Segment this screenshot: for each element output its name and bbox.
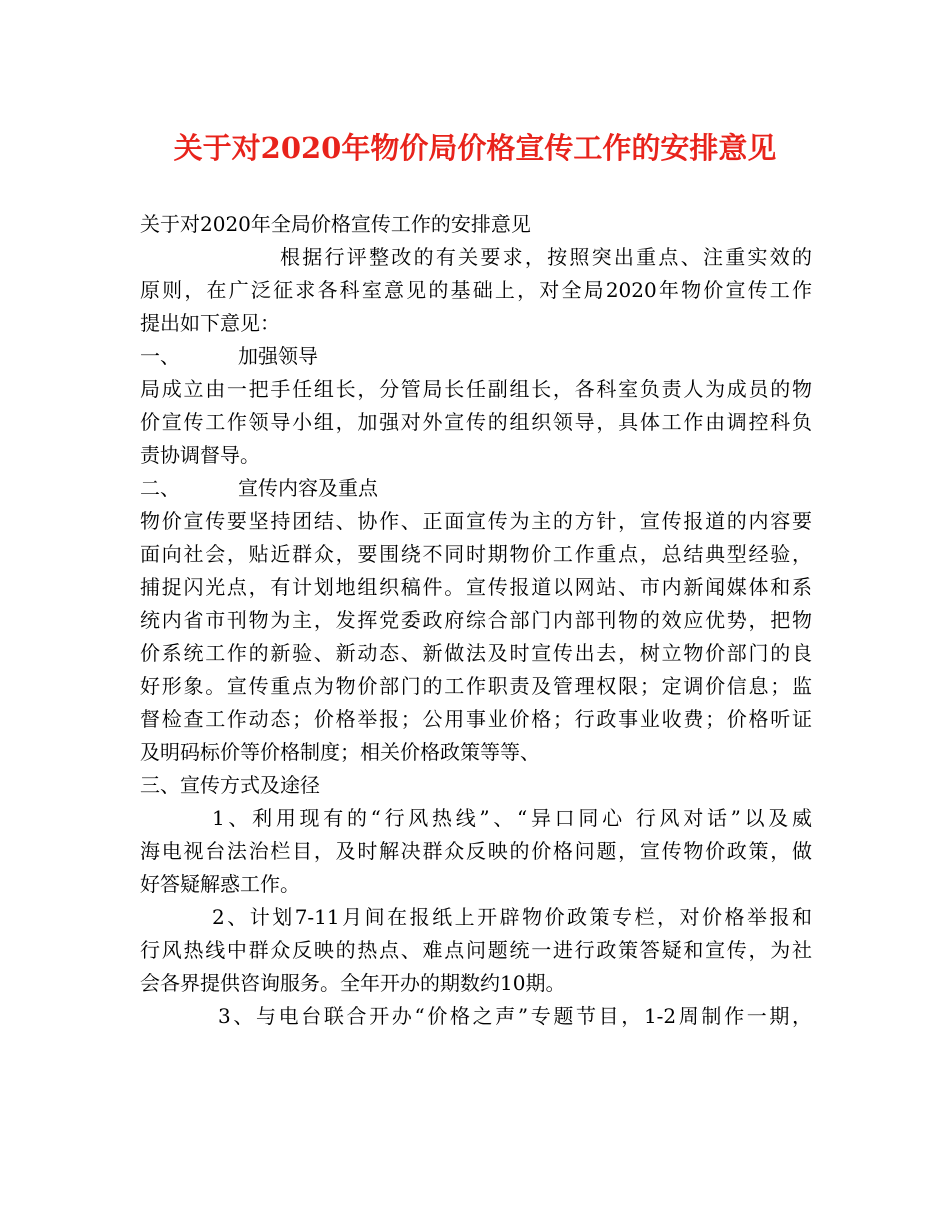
paragraph-line: 面向社会，贴近群众，要围绕不同时期物价工作重点，总结典型经验， — [140, 542, 812, 566]
section-heading — [140, 340, 812, 373]
paragraph-line: 好形象。宣传重点为物价部门的工作职责及管理权限；定调价信息；监 — [140, 674, 812, 698]
section-title: 加强领导 — [238, 344, 318, 368]
paragraph-line: 2、计划7-11月间在报纸上开辟物价政策专栏，对价格举报和 — [212, 905, 812, 929]
paragraph-line: 物价宣传要坚持团结、协作、正面宣传为主的方针，宣传报道的内容要 — [140, 509, 812, 533]
paragraph-line: 及明码标价等价格制度；相关价格政策等等、 — [140, 740, 540, 764]
paragraph-line: 提出如下意见： — [140, 311, 280, 335]
section-number: 一、 — [140, 344, 180, 368]
paragraph-line: 根据行评整改的有关要求，按照突出重点、注重实效的 — [280, 245, 812, 269]
paragraph-line: 行风热线中群众反映的热点、难点问题统一进行政策答疑和宣传，为社 — [140, 938, 812, 962]
paragraph-line: 局成立由一把手任组长，分管局长任副组长，各科室负责人为成员的物 — [140, 377, 812, 401]
paragraph-line: 责协调督导。 — [140, 443, 260, 467]
section-heading: 三、宣传方式及途径 — [140, 773, 320, 797]
section-heading — [140, 472, 812, 505]
paragraph-line: 1、利用现有的“行风热线”、“异口同心 行风对话”以及威 — [212, 806, 812, 830]
paragraph-line: 原则，在广泛征求各科室意见的基础上，对全局2020年物价宣传工作 — [140, 278, 812, 302]
subtitle-line: 关于对2020年全局价格宣传工作的安排意见 — [140, 212, 531, 236]
document-body — [140, 208, 812, 1033]
section-number: 二、 — [140, 476, 180, 500]
paragraph-line: 会各界提供咨询服务。全年开办的期数约10期。 — [140, 971, 566, 995]
paragraph-line: 督检查工作动态；价格举报；公用事业价格；行政事业收费；价格听证 — [140, 707, 812, 731]
document-title: 关于对2020年物价局价格宣传工作的安排意见 — [173, 131, 777, 165]
paragraph-line: 统内省市刊物为主，发挥党委政府综合部门内部刊物的效应优势，把物 — [140, 608, 812, 632]
paragraph-line: 好答疑解惑工作。 — [140, 872, 300, 896]
paragraph-line: 价宣传工作领导小组，加强对外宣传的组织领导，具体工作由调控科负 — [140, 410, 812, 434]
paragraph-line: 价系统工作的新验、新动态、新做法及时宣传出去，树立物价部门的良 — [140, 641, 812, 665]
paragraph-line: 海电视台法治栏目，及时解决群众反映的价格问题，宣传物价政策，做 — [140, 839, 812, 863]
section-title: 宣传内容及重点 — [238, 476, 378, 500]
paragraph-line: 捕捉闪光点，有计划地组织稿件。宣传报道以网站、市内新闻媒体和系 — [140, 575, 812, 599]
paragraph-line: 3、与电台联合开办“价格之声”专题节目，1-2周制作一期， — [218, 1004, 812, 1028]
